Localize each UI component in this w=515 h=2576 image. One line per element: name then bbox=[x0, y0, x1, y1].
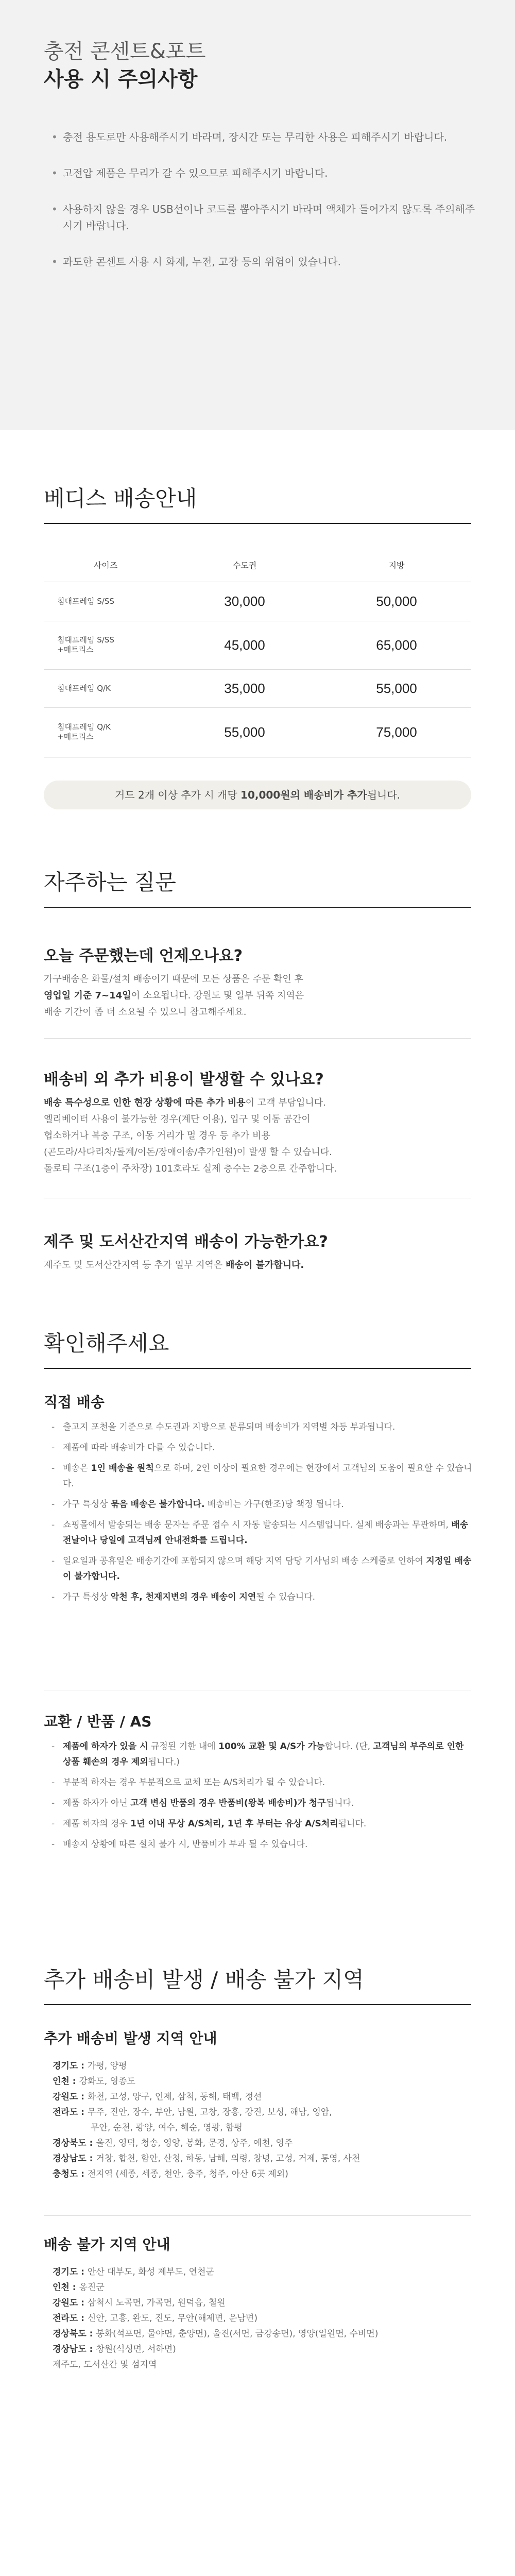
local-price-cell: 55,000 bbox=[322, 669, 471, 707]
metro-price-cell: 35,000 bbox=[167, 669, 322, 707]
region-label: 경기도 : bbox=[53, 2267, 88, 2277]
regions-title: 추가 배송비 발생 / 배송 불가 지역 bbox=[44, 1967, 364, 1992]
table-header: 사이즈 bbox=[44, 549, 167, 582]
region-row bbox=[53, 2105, 475, 2120]
list-item: - 가구 특성상 묶음 배송은 불가합니다. 배송비는 가구(한조)당 책정 됩니다. bbox=[52, 1497, 474, 1512]
outlet-title: 충전 콘센트&포트 bbox=[44, 40, 206, 63]
answer-highlight: 배송이 불가합니다. bbox=[226, 1260, 304, 1270]
no-delivery-regions-list bbox=[53, 2264, 475, 2372]
direct-delivery-title: 직접 배송 bbox=[44, 1394, 105, 1411]
region-row bbox=[53, 2136, 475, 2151]
metro-price-cell: 45,000 bbox=[167, 621, 322, 669]
region-text: 가평, 양평 bbox=[87, 2061, 127, 2071]
section-divider bbox=[44, 2215, 471, 2216]
list-item: - 배송은 1인 배송을 원칙으로 하며, 2인 이상이 필요한 경우에는 현장에서 고객님의 도움이 필요할 수 있습니다. bbox=[52, 1461, 474, 1492]
list-item: • 충전 용도로만 사용해주시기 바라며, 장시간 또는 무리한 사용은 피해주시기 바랍니다. bbox=[52, 129, 479, 145]
answer-text: 이 고객 부담입니다. bbox=[245, 1097, 326, 1108]
confirm-title-divider bbox=[44, 1368, 471, 1369]
region-row bbox=[53, 2357, 475, 2372]
outlet-caution-list bbox=[52, 129, 479, 290]
region-row bbox=[53, 2311, 475, 2326]
region-label: 전라도 : bbox=[53, 2107, 88, 2117]
notice-highlight: 10,000원의 배송비가 추가 bbox=[241, 789, 367, 801]
direct-delivery-list bbox=[52, 1419, 474, 1610]
faq-answer-3 bbox=[44, 1257, 471, 1274]
local-price-cell: 65,000 bbox=[322, 621, 471, 669]
delivery-price-table bbox=[44, 549, 471, 757]
faq-title-divider bbox=[44, 907, 471, 908]
region-row bbox=[53, 2264, 475, 2280]
region-row bbox=[53, 2058, 475, 2074]
list-item: - 제품에 하자가 있을 시 규정된 기한 내에 100% 교환 및 A/S가 가능합니다. (단, 고객님의 부주의로 인한 상품 훼손의 경우 제외됩니다.) bbox=[52, 1739, 474, 1770]
region-label: 강원도 : bbox=[53, 2092, 88, 2102]
answer-line: 돌로티 구조(1층이 주차장) 101호라도 실제 층수는 2층으로 간주합니다. bbox=[44, 1163, 337, 1174]
faq-answer-2 bbox=[44, 1095, 471, 1177]
region-row bbox=[53, 2120, 475, 2136]
faq-question-2: 배송비 외 추가 비용이 발생할 수 있나요? bbox=[44, 1071, 324, 1089]
region-row bbox=[53, 2089, 475, 2105]
region-text: 거창, 합천, 함안, 산청, 하동, 남해, 의령, 창녕, 고성, 거제, 통영, 사천 bbox=[96, 2154, 360, 2164]
list-item: - 일요일과 공휴일은 배송기간에 포함되지 않으며 해당 지역 담당 기사님의 배송 스케줄로 인하여 지정일 배송이 불가합니다. bbox=[52, 1553, 474, 1584]
region-row bbox=[53, 2166, 475, 2182]
notice-text: 거드 2개 이상 추가 시 개당 bbox=[114, 789, 241, 801]
region-text: 화천, 고성, 양구, 인제, 삼척, 동해, 태백, 정선 bbox=[87, 2092, 262, 2102]
answer-line: 엘리베이터 사용이 불가능한 경우(계단 이용), 입구 및 이동 공간이 bbox=[44, 1114, 311, 1125]
table-header: 지방 bbox=[322, 549, 471, 582]
list-item: - 가구 특성상 악천 후, 천재지변의 경우 배송이 지연될 수 있습니다. bbox=[52, 1589, 474, 1605]
region-text: 무주, 진안, 장수, 부안, 남원, 고창, 장흥, 강진, 보성, 해남, 영암, bbox=[87, 2107, 332, 2117]
table-header: 수도권 bbox=[167, 549, 322, 582]
table-row bbox=[44, 707, 471, 757]
regions-title-divider bbox=[44, 2004, 471, 2005]
local-price-cell: 75,000 bbox=[322, 707, 471, 757]
region-text: 무안, 순천, 광양, 여수, 해순, 영광, 함평 bbox=[91, 2123, 243, 2133]
faq-question-3: 제주 및 도서산간지역 배송이 가능한가요? bbox=[44, 1233, 328, 1251]
answer-highlight: 배송 특수성으로 인한 현장 상황에 따른 추가 비용 bbox=[44, 1097, 246, 1108]
region-text: 옹진군 bbox=[79, 2282, 105, 2293]
region-text: 울진, 영덕, 청송, 영양, 봉화, 문경, 상주, 예천, 영주 bbox=[96, 2138, 293, 2148]
region-label: 경상남도 : bbox=[53, 2344, 96, 2354]
region-label: 경상북도 : bbox=[53, 2329, 96, 2339]
region-text: 삼척시 노곡면, 가곡면, 원덕읍, 철원 bbox=[87, 2298, 226, 2308]
list-item: - 부분적 하자는 경우 부분적으로 교체 또는 A/S처리가 될 수 있습니다. bbox=[52, 1775, 474, 1790]
faq-title: 자주하는 질문 bbox=[44, 870, 176, 895]
metro-price-cell: 30,000 bbox=[167, 582, 322, 621]
size-cell: 침대프레임 S/SS bbox=[44, 582, 167, 621]
table-row bbox=[44, 582, 471, 621]
region-text: 전지역 (세종, 세종, 천안, 충주, 청주, 아산 6곳 제외) bbox=[87, 2169, 288, 2179]
size-cell: 침대프레임 Q/K bbox=[44, 669, 167, 707]
extra-fee-notice bbox=[44, 781, 471, 809]
region-label: 충청도 : bbox=[53, 2169, 88, 2179]
answer-line: (곤도라/사다리차/돌계/이돈/장애이송/추가인원)이 발생 할 수 있습니다. bbox=[44, 1147, 332, 1158]
answer-line bbox=[44, 988, 471, 1004]
list-item: - 쇼핑몰에서 발송되는 배송 문자는 주문 접수 시 자동 발송되는 시스템입니다. 실제 배송과는 무관하며, 배송 전날이나 당일에 고객님께 안내전화를 드립니다. bbox=[52, 1517, 474, 1548]
table-row bbox=[44, 669, 471, 707]
region-label: 인천 : bbox=[53, 2282, 79, 2293]
list-item: - 제품 하자가 아닌 고객 변심 반품의 경우 반품비(왕복 배송비)가 청구됩니다. bbox=[52, 1795, 474, 1811]
local-price-cell: 50,000 bbox=[322, 582, 471, 621]
region-row bbox=[53, 2074, 475, 2089]
confirm-title: 확인해주세요 bbox=[44, 1331, 169, 1356]
size-cell: 침대프레임 S/SS +매트리스 bbox=[44, 621, 167, 669]
region-text: 신안, 고흥, 완도, 진도, 무안(해제면, 운남면) bbox=[87, 2313, 258, 2324]
list-item: - 출고지 포천을 기준으로 수도권과 지방으로 분류되며 배송비가 지역별 차등 부과됩니다. bbox=[52, 1419, 474, 1435]
size-cell: 침대프레임 Q/K +매트리스 bbox=[44, 707, 167, 757]
region-label: 경상북도 : bbox=[53, 2138, 96, 2148]
list-item: - 제품에 따라 배송비가 다를 수 있습니다. bbox=[52, 1440, 474, 1455]
return-as-list bbox=[52, 1739, 474, 1857]
region-label: 경상남도 : bbox=[53, 2154, 96, 2164]
delivery-title-divider bbox=[44, 523, 471, 524]
list-item: - 배송지 상황에 따른 설치 불가 시, 반품비가 부과 될 수 있습니다. bbox=[52, 1837, 474, 1852]
delivery-title: 베디스 배송안내 bbox=[44, 486, 197, 511]
notice-text-end: 됩니다. bbox=[367, 789, 401, 801]
list-item: • 사용하지 않을 경우 USB선이나 코드를 뽑아주시기 바라며 액체가 들어가지 않도록 주의해주시기 바랍니다. bbox=[52, 201, 479, 234]
return-as-title: 교환 / 반품 / AS bbox=[44, 1713, 152, 1730]
region-row bbox=[53, 2295, 475, 2311]
region-label: 인천 : bbox=[53, 2076, 79, 2087]
region-text: 제주도, 도서산간 및 섬지역 bbox=[53, 2360, 157, 2370]
extra-fee-regions-title: 추가 배송비 발생 지역 안내 bbox=[44, 2030, 217, 2047]
answer-text: 제주도 및 도서산간지역 등 추가 일부 지역은 bbox=[44, 1260, 226, 1270]
region-text: 봉화(석포면, 물야면, 춘양면), 울진(서면, 금강송면), 영양(일원면, 수비면) bbox=[96, 2329, 379, 2339]
extra-fee-regions-list bbox=[53, 2058, 475, 2182]
answer-line bbox=[44, 1095, 471, 1111]
region-label: 경기도 : bbox=[53, 2061, 88, 2071]
region-label: 전라도 : bbox=[53, 2313, 88, 2324]
list-item: - 제품 하자의 경우 1년 이내 무상 A/S처리, 1년 후 부터는 유상 A/S처리됩니다. bbox=[52, 1816, 474, 1832]
answer-line: 배송 기간이 좀 더 소요될 수 있으니 참고해주세요. bbox=[44, 1007, 247, 1018]
answer-highlight: 영업일 기준 7~14일 bbox=[44, 990, 131, 1001]
region-row bbox=[53, 2151, 475, 2166]
table-row bbox=[44, 621, 471, 669]
region-text: 안산 대부도, 화성 제부도, 연천군 bbox=[87, 2267, 214, 2277]
answer-text: 이 소요됩니다. 강원도 및 일부 뒤쪽 지역은 bbox=[131, 990, 304, 1001]
region-row bbox=[53, 2280, 475, 2295]
list-item: • 과도한 콘센트 사용 시 화재, 누전, 고장 등의 위험이 있습니다. bbox=[52, 253, 479, 270]
region-label: 강원도 : bbox=[53, 2298, 88, 2308]
metro-price-cell: 55,000 bbox=[167, 707, 322, 757]
region-text: 창원(석성면, 서하면) bbox=[96, 2344, 176, 2354]
outlet-subtitle: 사용 시 주의사항 bbox=[44, 67, 198, 91]
region-row bbox=[53, 2342, 475, 2357]
answer-line: 협소하거나 복층 구조, 이동 거리가 멀 경우 등 추가 비용 bbox=[44, 1130, 270, 1141]
no-delivery-regions-title: 배송 불가 지역 안내 bbox=[44, 2236, 170, 2253]
faq-divider bbox=[44, 1038, 471, 1039]
faq-question-1: 오늘 주문했는데 언제오나요? bbox=[44, 947, 243, 965]
region-row bbox=[53, 2326, 475, 2342]
answer-line: 가구배송은 화물/설치 배송이기 때문에 모든 상품은 주문 확인 후 bbox=[44, 974, 303, 985]
list-item: • 고전압 제품은 무리가 갈 수 있으므로 피해주시기 바랍니다. bbox=[52, 165, 479, 181]
region-text: 강화도, 영종도 bbox=[79, 2076, 135, 2087]
outlet-caution-section bbox=[0, 0, 515, 430]
faq-answer-1 bbox=[44, 971, 471, 1021]
